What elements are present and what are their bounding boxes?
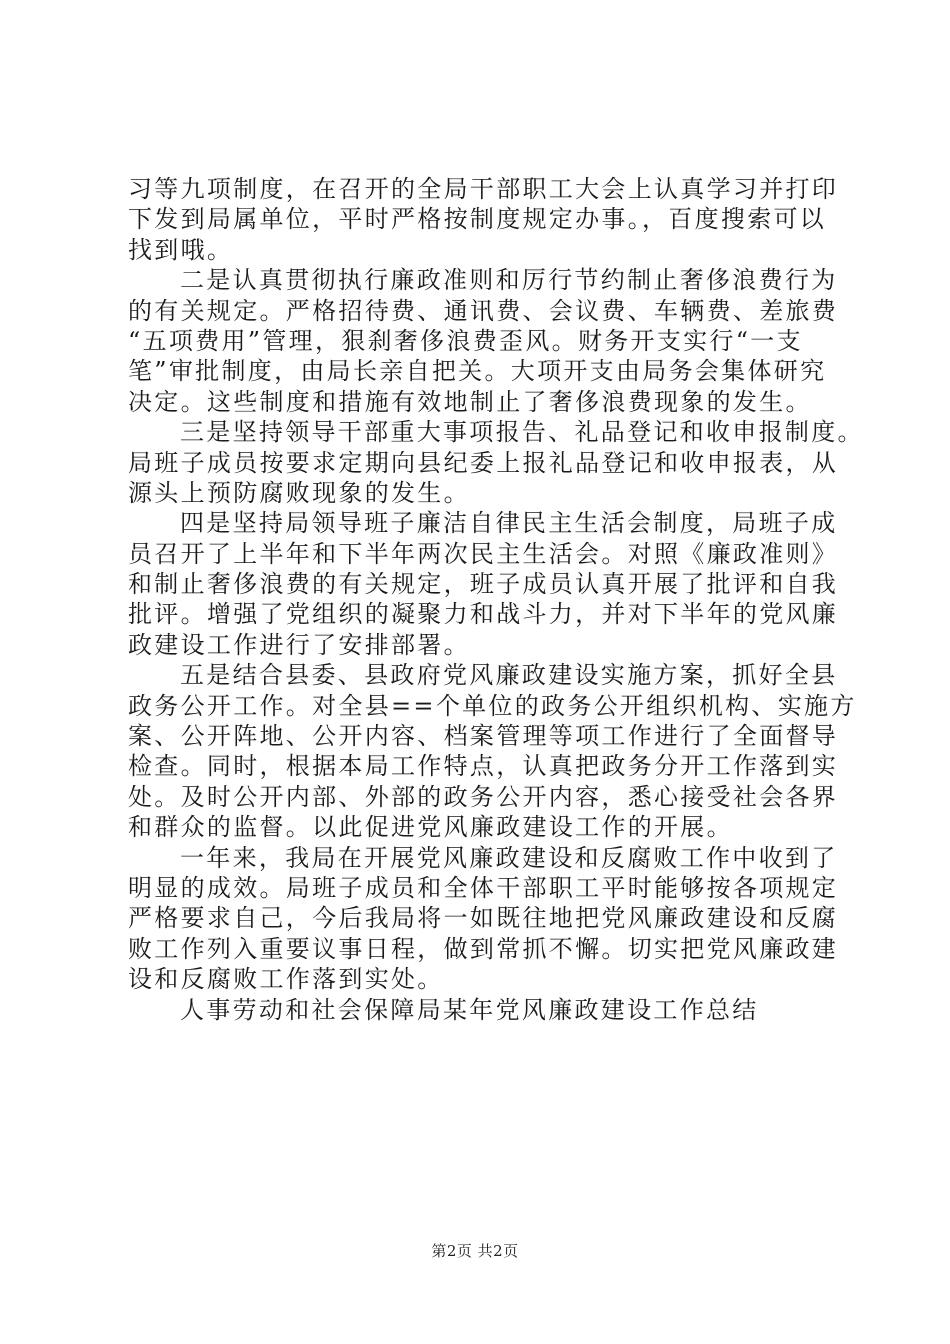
text-line: 和制止奢侈浪费的有关规定，班子成员认真开展了批评和自我	[128, 570, 839, 599]
text-line: 批评。增强了党组织的凝聚力和战斗力，并对下半年的党风廉	[128, 600, 839, 629]
text-line: “五项费用”管理，狠刹奢侈浪费歪风。财务开支实行“一支	[128, 326, 803, 355]
text-line: 一年来，我局在开展党风廉政建设和反腐败工作中收到了	[180, 843, 838, 872]
text-line: 的有关规定。严格招待费、通讯费、会议费、车辆费、差旅费	[128, 296, 839, 325]
text-line: 员召开了上半年和下半年两次民主生活会。对照《廉政准则》	[128, 539, 839, 568]
text-line: 设和反腐败工作落到实处。	[128, 965, 444, 994]
text-line: 检查。同时，根据本局工作特点，认真把政务分开工作落到实	[128, 752, 839, 781]
text-line: 四是坚持局领导班子廉洁自律民主生活会制度，局班子成	[180, 509, 838, 538]
text-line: 三是坚持领导干部重大事项报告、礼品登记和收申报制度。	[180, 418, 864, 447]
document-body	[128, 174, 864, 1025]
text-line: 局班子成员按要求定期向县纪委上报礼品登记和收申报表，从	[128, 448, 839, 477]
text-line: 明显的成效。局班子成员和全体干部职工平时能够按各项规定	[128, 873, 839, 902]
text-line: 决定。这些制度和措施有效地制止了奢侈浪费现象的发生。	[128, 387, 812, 416]
text-line: 案、公开阵地、公开内容、档案管理等项工作进行了全面督导	[128, 722, 839, 751]
text-line: 和群众的监督。以此促进党风廉政建设工作的开展。	[128, 813, 733, 842]
text-line: 下发到局属单位，平时严格按制度规定办事。，百度搜索可以	[128, 205, 827, 234]
text-line: 败工作列入重要议事日程，做到常抓不懈。切实把党风廉政建	[128, 934, 839, 963]
page-footer: 第2页 共2页	[431, 1242, 519, 1260]
text-line: 源头上预防腐败现象的发生。	[128, 478, 470, 507]
text-line: 找到哦。	[128, 235, 234, 264]
text-line: 政务公开工作。对全县==个单位的政务公开组织机构、实施方	[128, 691, 857, 720]
text-line: 习等九项制度，在召开的全局干部职工大会上认真学习并打印	[128, 175, 839, 203]
text-line: 笔”审批制度，由局长亲自把关。大项开支由局务会集体研究	[128, 357, 827, 386]
text-line: 政建设工作进行了安排部署。	[128, 630, 470, 659]
text-line: 人事劳动和社会保障局某年党风廉政建设工作总结	[180, 995, 759, 1024]
text-line: 严格要求自己，今后我局将一如既往地把党风廉政建设和反腐	[128, 904, 839, 933]
text-line: 五是结合县委、县政府党风廉政建设实施方案，抓好全县	[180, 661, 838, 690]
text-line: 二是认真贯彻执行廉政准则和厉行节约制止奢侈浪费行为	[180, 266, 838, 295]
text-line: 处。及时公开内部、外部的政务公开内容，悉心接受社会各界	[128, 782, 839, 811]
